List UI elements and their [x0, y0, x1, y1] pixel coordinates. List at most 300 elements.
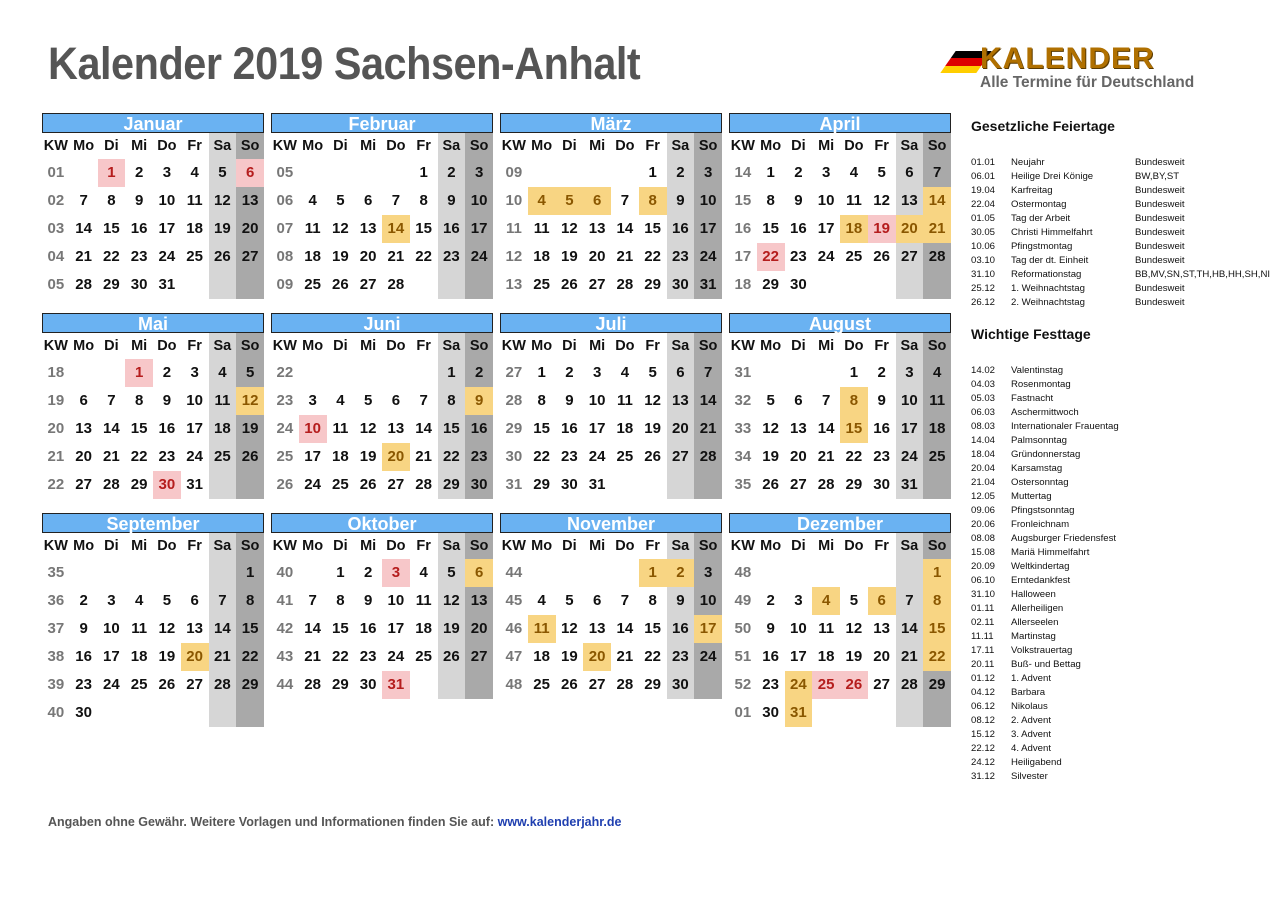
day-cell[interactable]: 3: [382, 559, 410, 587]
day-cell[interactable]: 21: [304, 648, 321, 665]
day-cell[interactable]: 13: [75, 420, 92, 437]
day-cell[interactable]: 2: [565, 364, 574, 381]
day-cell[interactable]: 17: [465, 215, 493, 243]
day-cell[interactable]: 23: [359, 648, 377, 665]
day-cell[interactable]: 6: [868, 587, 896, 615]
day-cell[interactable]: 15: [236, 615, 264, 643]
day-cell[interactable]: 24: [387, 648, 405, 665]
day-cell[interactable]: 1: [766, 164, 775, 181]
day-cell[interactable]: 4: [620, 364, 630, 381]
day-cell[interactable]: 6: [794, 392, 803, 409]
day-cell[interactable]: 26: [873, 248, 890, 265]
day-cell[interactable]: 30: [359, 676, 377, 693]
day-cell[interactable]: 30: [667, 671, 695, 699]
day-cell[interactable]: 30: [130, 276, 148, 293]
day-cell[interactable]: 6: [79, 392, 88, 409]
day-cell[interactable]: 24: [158, 248, 176, 265]
day-cell[interactable]: 1: [639, 559, 667, 587]
day-cell[interactable]: 21: [209, 643, 237, 671]
day-cell[interactable]: 21: [616, 648, 634, 665]
day-cell[interactable]: 18: [616, 420, 634, 437]
day-cell[interactable]: 25: [332, 476, 349, 493]
day-cell[interactable]: 2: [363, 564, 373, 581]
day-cell[interactable]: 20: [583, 643, 611, 671]
day-cell[interactable]: 19: [868, 215, 896, 243]
day-cell[interactable]: 23: [438, 243, 466, 271]
day-cell[interactable]: 19: [438, 615, 466, 643]
day-cell[interactable]: 13: [896, 187, 924, 215]
day-cell[interactable]: 8: [107, 192, 116, 209]
day-cell[interactable]: 17: [896, 415, 924, 443]
day-cell[interactable]: 4: [209, 359, 237, 387]
day-cell[interactable]: 19: [359, 448, 377, 465]
day-cell[interactable]: 15: [923, 615, 951, 643]
day-cell[interactable]: 15: [332, 620, 349, 637]
day-cell[interactable]: 24: [694, 643, 722, 671]
day-cell[interactable]: 31: [785, 699, 813, 727]
day-cell[interactable]: 29: [644, 276, 661, 293]
day-cell[interactable]: 26: [840, 671, 868, 699]
day-cell[interactable]: 15: [415, 220, 432, 237]
day-cell[interactable]: 22: [845, 448, 863, 465]
day-cell[interactable]: 3: [694, 159, 722, 187]
day-cell[interactable]: 4: [308, 192, 317, 209]
day-cell[interactable]: 5: [209, 159, 237, 187]
day-cell[interactable]: 28: [387, 276, 405, 293]
day-cell[interactable]: 11: [332, 420, 349, 437]
day-cell[interactable]: 13: [588, 220, 606, 237]
day-cell[interactable]: 5: [849, 592, 859, 609]
day-cell[interactable]: 5: [162, 592, 172, 609]
day-cell[interactable]: 10: [896, 387, 924, 415]
day-cell[interactable]: 25: [415, 648, 432, 665]
day-cell[interactable]: 16: [762, 648, 779, 665]
day-cell[interactable]: 3: [465, 159, 493, 187]
day-cell[interactable]: 4: [528, 187, 556, 215]
day-cell[interactable]: 11: [533, 220, 550, 237]
day-cell[interactable]: 25: [845, 248, 863, 265]
day-cell[interactable]: 15: [840, 415, 868, 443]
day-cell[interactable]: 7: [620, 592, 630, 609]
day-cell[interactable]: 21: [616, 248, 634, 265]
day-cell[interactable]: 11: [131, 620, 148, 637]
day-cell[interactable]: 15: [762, 220, 779, 237]
kalender-logo[interactable]: [946, 42, 1216, 94]
day-cell[interactable]: 2: [79, 592, 88, 609]
day-cell[interactable]: 24: [103, 676, 120, 693]
day-cell[interactable]: 24: [785, 671, 813, 699]
day-cell[interactable]: 3: [694, 559, 722, 587]
day-cell[interactable]: 12: [561, 620, 578, 637]
day-cell[interactable]: 5: [648, 364, 657, 381]
day-cell[interactable]: 8: [438, 387, 466, 415]
day-cell[interactable]: 1: [537, 364, 546, 381]
day-cell[interactable]: 6: [896, 159, 924, 187]
day-cell[interactable]: 31: [158, 276, 176, 293]
day-cell[interactable]: 12: [845, 620, 863, 637]
day-cell[interactable]: 17: [588, 420, 606, 437]
day-cell[interactable]: 6: [592, 592, 602, 609]
day-cell[interactable]: 17: [186, 420, 203, 437]
day-cell[interactable]: 7: [923, 159, 951, 187]
day-cell[interactable]: 3: [794, 592, 803, 609]
day-cell[interactable]: 17: [158, 220, 176, 237]
day-cell[interactable]: 28: [694, 443, 722, 471]
day-cell[interactable]: 7: [391, 192, 401, 209]
day-cell[interactable]: 27: [186, 676, 203, 693]
day-cell[interactable]: 18: [130, 648, 148, 665]
day-cell[interactable]: 20: [588, 248, 606, 265]
day-cell[interactable]: 8: [639, 187, 667, 215]
day-cell[interactable]: 14: [382, 215, 410, 243]
day-cell[interactable]: 3: [190, 364, 199, 381]
day-cell[interactable]: 9: [766, 620, 775, 637]
day-cell[interactable]: 28: [616, 676, 634, 693]
day-cell[interactable]: 16: [438, 215, 466, 243]
day-cell[interactable]: 4: [849, 164, 859, 181]
day-cell[interactable]: 30: [153, 471, 181, 499]
day-cell[interactable]: 26: [561, 276, 578, 293]
day-cell[interactable]: 17: [694, 215, 722, 243]
day-cell[interactable]: 25: [533, 276, 550, 293]
day-cell[interactable]: 12: [359, 420, 377, 437]
day-cell[interactable]: 26: [209, 243, 237, 271]
day-cell[interactable]: 1: [236, 559, 264, 587]
day-cell[interactable]: 17: [817, 220, 835, 237]
day-cell[interactable]: 1: [419, 164, 428, 181]
day-cell[interactable]: 22: [130, 448, 148, 465]
day-cell[interactable]: 24: [896, 443, 924, 471]
day-cell[interactable]: 12: [332, 220, 349, 237]
day-cell[interactable]: 3: [896, 359, 924, 387]
day-cell[interactable]: 8: [419, 192, 428, 209]
day-cell[interactable]: 31: [588, 476, 606, 493]
day-cell[interactable]: 12: [762, 420, 779, 437]
day-cell[interactable]: 16: [561, 420, 578, 437]
day-cell[interactable]: 13: [790, 420, 807, 437]
day-cell[interactable]: 9: [667, 587, 695, 615]
day-cell[interactable]: 23: [667, 643, 695, 671]
day-cell[interactable]: 13: [667, 387, 695, 415]
day-cell[interactable]: 11: [304, 220, 321, 237]
day-cell[interactable]: 28: [616, 276, 634, 293]
day-cell[interactable]: 25: [304, 276, 321, 293]
day-cell[interactable]: 17: [694, 615, 722, 643]
day-cell[interactable]: 15: [130, 420, 148, 437]
day-cell[interactable]: 10: [299, 415, 327, 443]
day-cell[interactable]: 26: [359, 476, 377, 493]
day-cell[interactable]: 27: [465, 643, 493, 671]
day-cell[interactable]: 28: [304, 676, 321, 693]
day-cell[interactable]: 27: [588, 276, 606, 293]
day-cell[interactable]: 18: [332, 448, 349, 465]
day-cell[interactable]: 8: [923, 587, 951, 615]
day-cell[interactable]: 4: [419, 564, 428, 581]
day-cell[interactable]: 22: [533, 448, 550, 465]
day-cell[interactable]: 6: [391, 392, 401, 409]
day-cell[interactable]: 24: [817, 248, 835, 265]
day-cell[interactable]: 24: [694, 243, 722, 271]
day-cell[interactable]: 5: [766, 392, 775, 409]
day-cell[interactable]: 11: [923, 387, 951, 415]
day-cell[interactable]: 9: [465, 387, 493, 415]
day-cell[interactable]: 22: [236, 643, 264, 671]
day-cell[interactable]: 15: [103, 220, 120, 237]
day-cell[interactable]: 20: [667, 415, 695, 443]
day-cell[interactable]: 9: [794, 192, 803, 209]
day-cell[interactable]: 16: [873, 420, 890, 437]
day-cell[interactable]: 4: [134, 592, 144, 609]
day-cell[interactable]: 29: [103, 276, 120, 293]
day-cell[interactable]: 27: [588, 676, 606, 693]
day-cell[interactable]: 14: [896, 615, 924, 643]
day-cell[interactable]: 11: [209, 387, 237, 415]
day-cell[interactable]: 14: [304, 620, 321, 637]
day-cell[interactable]: 21: [387, 248, 405, 265]
day-cell[interactable]: 22: [103, 248, 120, 265]
day-cell[interactable]: 15: [644, 220, 661, 237]
day-cell[interactable]: 18: [186, 220, 203, 237]
day-cell[interactable]: 10: [790, 620, 807, 637]
day-cell[interactable]: 28: [75, 276, 92, 293]
day-cell[interactable]: 7: [107, 392, 116, 409]
day-cell[interactable]: 18: [304, 248, 321, 265]
day-cell[interactable]: 3: [592, 364, 602, 381]
day-cell[interactable]: 9: [667, 187, 695, 215]
day-cell[interactable]: 14: [75, 220, 92, 237]
day-cell[interactable]: 30: [873, 476, 890, 493]
day-cell[interactable]: 1: [336, 564, 345, 581]
day-cell[interactable]: 5: [438, 559, 466, 587]
day-cell[interactable]: 7: [419, 392, 428, 409]
day-cell[interactable]: 9: [79, 620, 88, 637]
day-cell[interactable]: 5: [236, 359, 264, 387]
day-cell[interactable]: 12: [158, 620, 176, 637]
day-cell[interactable]: 16: [667, 615, 695, 643]
day-cell[interactable]: 19: [561, 248, 578, 265]
day-cell[interactable]: 10: [694, 187, 722, 215]
day-cell[interactable]: 12: [438, 587, 466, 615]
day-cell[interactable]: 25: [130, 676, 148, 693]
day-cell[interactable]: 20: [359, 248, 377, 265]
day-cell[interactable]: 2: [134, 164, 144, 181]
day-cell[interactable]: 10: [694, 587, 722, 615]
day-cell[interactable]: 21: [896, 643, 924, 671]
day-cell[interactable]: 23: [130, 248, 148, 265]
day-cell[interactable]: 19: [332, 248, 349, 265]
day-cell[interactable]: 20: [75, 448, 92, 465]
day-cell[interactable]: 22: [438, 443, 466, 471]
day-cell[interactable]: 17: [103, 648, 120, 665]
day-cell[interactable]: 2: [667, 159, 695, 187]
day-cell[interactable]: 29: [332, 676, 349, 693]
day-cell[interactable]: 25: [186, 248, 203, 265]
day-cell[interactable]: 30: [762, 704, 779, 721]
day-cell[interactable]: 8: [537, 392, 546, 409]
day-cell[interactable]: 19: [644, 420, 661, 437]
day-cell[interactable]: 15: [533, 420, 550, 437]
day-cell[interactable]: 25: [533, 676, 550, 693]
day-cell[interactable]: 23: [75, 676, 92, 693]
day-cell[interactable]: 10: [465, 187, 493, 215]
day-cell[interactable]: 10: [588, 392, 606, 409]
day-cell[interactable]: 26: [158, 676, 176, 693]
day-cell[interactable]: 16: [667, 215, 695, 243]
day-cell[interactable]: 23: [790, 248, 807, 265]
day-cell[interactable]: 12: [561, 220, 578, 237]
day-cell[interactable]: 3: [308, 392, 317, 409]
day-cell[interactable]: 2: [794, 164, 803, 181]
day-cell[interactable]: 17: [304, 448, 321, 465]
day-cell[interactable]: 14: [694, 387, 722, 415]
day-cell[interactable]: 14: [616, 620, 634, 637]
day-cell[interactable]: 28: [923, 243, 951, 271]
day-cell[interactable]: 24: [465, 243, 493, 271]
day-cell[interactable]: 26: [332, 276, 349, 293]
day-cell[interactable]: 7: [821, 392, 831, 409]
day-cell[interactable]: 5: [877, 164, 886, 181]
day-cell[interactable]: 29: [644, 676, 661, 693]
day-cell[interactable]: 14: [817, 420, 835, 437]
day-cell[interactable]: 9: [162, 392, 172, 409]
day-cell[interactable]: 23: [561, 448, 578, 465]
day-cell[interactable]: 13: [387, 420, 405, 437]
day-cell[interactable]: 29: [533, 476, 550, 493]
day-cell[interactable]: 4: [812, 587, 840, 615]
day-cell[interactable]: 26: [561, 676, 578, 693]
day-cell[interactable]: 10: [186, 392, 203, 409]
day-cell[interactable]: 20: [465, 615, 493, 643]
day-cell[interactable]: 11: [528, 615, 556, 643]
day-cell[interactable]: 9: [565, 392, 574, 409]
day-cell[interactable]: 12: [644, 392, 661, 409]
day-cell[interactable]: 29: [923, 671, 951, 699]
day-cell[interactable]: 19: [236, 415, 264, 443]
day-cell[interactable]: 21: [694, 415, 722, 443]
day-cell[interactable]: 25: [616, 448, 634, 465]
day-cell[interactable]: 29: [130, 476, 148, 493]
day-cell[interactable]: 27: [75, 476, 92, 493]
day-cell[interactable]: 7: [896, 587, 924, 615]
day-cell[interactable]: 18: [923, 415, 951, 443]
day-cell[interactable]: 3: [162, 164, 172, 181]
day-cell[interactable]: 16: [130, 220, 148, 237]
day-cell[interactable]: 14: [103, 420, 120, 437]
day-cell[interactable]: 30: [465, 471, 493, 499]
day-cell[interactable]: 30: [561, 476, 578, 493]
day-cell[interactable]: 7: [694, 359, 722, 387]
day-cell[interactable]: 17: [387, 620, 405, 637]
day-cell[interactable]: 13: [186, 620, 203, 637]
day-cell[interactable]: 14: [415, 420, 432, 437]
day-cell[interactable]: 21: [75, 248, 92, 265]
day-cell[interactable]: 3: [821, 164, 831, 181]
day-cell[interactable]: 23: [762, 676, 779, 693]
day-cell[interactable]: 11: [616, 392, 633, 409]
day-cell[interactable]: 11: [845, 192, 862, 209]
day-cell[interactable]: 23: [465, 443, 493, 471]
day-cell[interactable]: 14: [616, 220, 634, 237]
day-cell[interactable]: 15: [644, 620, 661, 637]
day-cell[interactable]: 6: [236, 159, 264, 187]
day-cell[interactable]: 1: [923, 559, 951, 587]
day-cell[interactable]: 25: [923, 443, 951, 471]
day-cell[interactable]: 9: [134, 192, 144, 209]
day-cell[interactable]: 18: [209, 415, 237, 443]
day-cell[interactable]: 16: [465, 415, 493, 443]
day-cell[interactable]: 8: [236, 587, 264, 615]
day-cell[interactable]: 24: [186, 448, 203, 465]
day-cell[interactable]: 5: [363, 392, 373, 409]
day-cell[interactable]: 12: [236, 387, 264, 415]
day-cell[interactable]: 30: [790, 276, 807, 293]
day-cell[interactable]: 17: [790, 648, 807, 665]
day-cell[interactable]: 5: [336, 192, 345, 209]
day-cell[interactable]: 25: [812, 671, 840, 699]
day-cell[interactable]: 13: [588, 620, 606, 637]
day-cell[interactable]: 28: [209, 671, 237, 699]
day-cell[interactable]: 6: [465, 559, 493, 587]
day-cell[interactable]: 14: [209, 615, 237, 643]
day-cell[interactable]: 8: [840, 387, 868, 415]
day-cell[interactable]: 9: [363, 592, 373, 609]
day-cell[interactable]: 27: [359, 276, 377, 293]
day-cell[interactable]: 29: [762, 276, 779, 293]
day-cell[interactable]: 8: [648, 592, 657, 609]
day-cell[interactable]: 11: [818, 620, 835, 637]
day-cell[interactable]: 16: [158, 420, 176, 437]
day-cell[interactable]: 9: [877, 392, 886, 409]
day-cell[interactable]: 13: [873, 620, 890, 637]
day-cell[interactable]: 22: [644, 248, 661, 265]
day-cell[interactable]: 31: [896, 471, 924, 499]
day-cell[interactable]: 1: [849, 364, 859, 381]
day-cell[interactable]: 13: [359, 220, 377, 237]
day-cell[interactable]: 2: [162, 364, 172, 381]
day-cell[interactable]: 27: [790, 476, 807, 493]
day-cell[interactable]: 7: [209, 587, 237, 615]
day-cell[interactable]: 18: [840, 215, 868, 243]
day-cell[interactable]: 19: [762, 448, 779, 465]
day-cell[interactable]: 12: [873, 192, 890, 209]
day-cell[interactable]: 16: [790, 220, 807, 237]
day-cell[interactable]: 28: [817, 476, 835, 493]
day-cell[interactable]: 23: [873, 448, 890, 465]
day-cell[interactable]: 14: [923, 187, 951, 215]
day-cell[interactable]: 30: [75, 704, 92, 721]
day-cell[interactable]: 20: [236, 215, 264, 243]
day-cell[interactable]: 24: [304, 476, 321, 493]
day-cell[interactable]: 19: [845, 648, 863, 665]
day-cell[interactable]: 4: [923, 359, 951, 387]
day-cell[interactable]: 16: [359, 620, 377, 637]
day-cell[interactable]: 28: [896, 671, 924, 699]
day-cell[interactable]: 7: [620, 192, 630, 209]
day-cell[interactable]: 16: [75, 648, 92, 665]
day-cell[interactable]: 21: [415, 448, 432, 465]
day-cell[interactable]: 29: [438, 471, 466, 499]
day-cell[interactable]: 1: [125, 359, 153, 387]
day-cell[interactable]: 8: [134, 392, 144, 409]
day-cell[interactable]: 27: [896, 243, 924, 271]
day-cell[interactable]: 22: [415, 248, 432, 265]
day-cell[interactable]: 2: [465, 359, 493, 387]
day-cell[interactable]: 25: [209, 443, 237, 471]
day-cell[interactable]: 13: [465, 587, 493, 615]
day-cell[interactable]: 12: [209, 187, 237, 215]
day-cell[interactable]: 8: [336, 592, 345, 609]
day-cell[interactable]: 4: [190, 164, 199, 181]
